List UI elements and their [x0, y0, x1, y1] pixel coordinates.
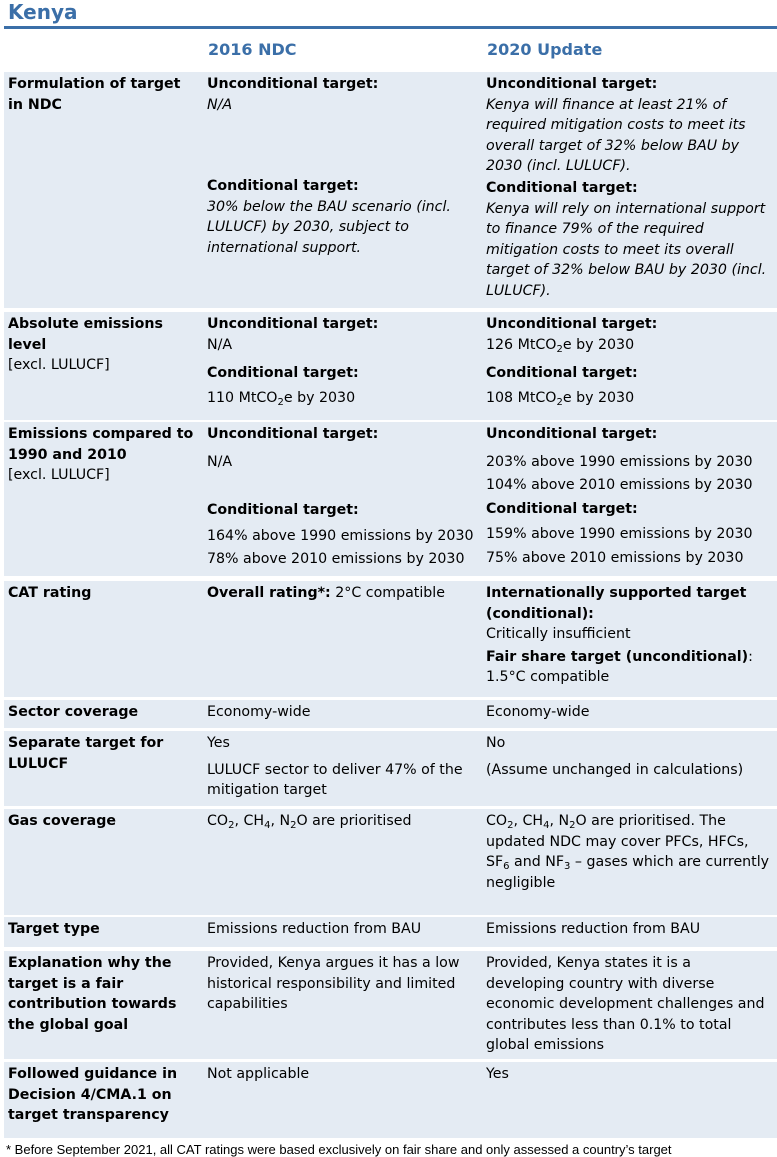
- cell-fair-2016: Provided, Kenya argues it has a low historical responsibility and limited capabilities: [207, 955, 460, 1013]
- gas-part: O are prioritised. The updated NDC may cover PFCs, HFCs, SF: [486, 813, 749, 871]
- row-sector-coverage: [4, 700, 777, 728]
- subscript: 2: [556, 396, 563, 408]
- value-suffix: e by 2030: [562, 336, 635, 353]
- row-lulucf: [4, 731, 777, 806]
- rating-colon: :: [748, 648, 753, 665]
- cell-sector-2016: Economy-wide: [207, 704, 311, 720]
- row-label-lulucf: Separate target for LULUCF: [8, 735, 164, 772]
- conditional-2010: 75% above 2010 emissions by 2030: [486, 549, 744, 566]
- subscript: 2: [228, 820, 235, 831]
- rating-value-unconditional: 1.5°C compatible: [486, 669, 610, 686]
- unconditional-label: Unconditional target:: [486, 426, 658, 442]
- subscript: 4: [264, 820, 271, 831]
- conditional-value: [207, 388, 476, 409]
- unconditional-value: N/A: [207, 453, 233, 470]
- conditional-label: Conditional target:: [486, 500, 638, 517]
- gas-part: , N: [270, 813, 291, 829]
- label-note: [excl. LULUCF]: [8, 467, 110, 484]
- cell-absolute-2020: [482, 312, 777, 420]
- conditional-label: Conditional target:: [207, 502, 359, 519]
- cell-formulation-2020: [482, 72, 777, 308]
- rating-label-unconditional: Fair share target (unconditional): [486, 648, 749, 665]
- row-label-gas: Gas coverage: [8, 813, 116, 829]
- column-header-2016: 2016 NDC: [208, 40, 297, 59]
- subscript: 2: [556, 343, 563, 355]
- subscript: 3: [564, 861, 571, 873]
- cell-guidance-2016: Not applicable: [207, 1066, 310, 1082]
- cell-type-2020: Emissions reduction from BAU: [482, 917, 777, 947]
- unconditional-label: Unconditional target:: [486, 316, 658, 332]
- subscript: 2: [507, 820, 514, 831]
- cell-compared-2020: [482, 422, 777, 576]
- gas-text: [486, 811, 773, 893]
- lulucf-answer: Yes: [207, 735, 230, 751]
- cell-guidance-2020: Yes: [482, 1062, 777, 1138]
- subscript: 6: [503, 861, 510, 873]
- cell-gas-2016: [203, 809, 480, 915]
- conditional-label: Conditional target:: [207, 178, 359, 195]
- conditional-1990: 159% above 1990 emissions by 2030: [486, 526, 753, 543]
- gas-part: , CH: [234, 813, 265, 829]
- cell-type-2016: Emissions reduction from BAU: [207, 921, 422, 937]
- lulucf-detail: (Assume unchanged in calculations): [486, 761, 744, 778]
- row-absolute-emissions: [4, 312, 777, 420]
- conditional-value: [486, 388, 773, 409]
- gas-part: , N: [549, 813, 570, 829]
- title-rule: [4, 26, 777, 29]
- row-label-sector: Sector coverage: [8, 704, 139, 720]
- row-emissions-compared: [4, 422, 777, 576]
- rating-value-conditional: Critically insufficient: [486, 626, 631, 643]
- cell-gas-2020: [482, 809, 777, 915]
- row-guidance: [4, 1062, 777, 1138]
- rating-label: Overall rating*:: [207, 585, 331, 601]
- row-cat-rating: [4, 581, 777, 697]
- unconditional-label: Unconditional target:: [207, 316, 379, 332]
- value-suffix: e by 2030: [562, 389, 635, 406]
- conditional-label: Conditional target:: [486, 365, 638, 382]
- conditional-value: Kenya will rely on international support to finance 79% of the required mitigation costs to meet its overall target of 32% below BAU by 2030 (incl. LULUCF).: [486, 200, 767, 299]
- lulucf-answer: No: [486, 735, 506, 751]
- footnote: * Before September 2021, all CAT ratings were based exclusively on fair share and only assessed a country’s target: [6, 1142, 672, 1157]
- unconditional-value: [486, 335, 773, 356]
- unconditional-label: Unconditional target:: [207, 426, 379, 442]
- cell-lulucf-2016: [203, 731, 480, 806]
- subscript: 2: [290, 820, 297, 831]
- cell-fair-2020: Provided, Kenya states it is a developing country with diverse economic development challenges and contributes less than 0.1% to total global emissions: [482, 951, 777, 1059]
- label-note: [excl. LULUCF]: [8, 357, 110, 374]
- cell-formulation-2016: [203, 72, 480, 308]
- conditional-1990: 164% above 1990 emissions by 2030: [207, 527, 474, 544]
- unconditional-2010: 104% above 2010 emissions by 2030: [486, 477, 753, 494]
- value-suffix: e by 2030: [283, 389, 356, 406]
- subscript: 2: [569, 820, 576, 831]
- gas-part: CO: [207, 813, 229, 829]
- cell-lulucf-2020: [482, 731, 777, 806]
- row-label-rating: CAT rating: [8, 585, 92, 601]
- label-text: Emissions compared to 1990 and 2010: [8, 426, 194, 463]
- row-label-absolute: [4, 312, 201, 420]
- row-label-formulation: Formulation of target in NDC: [8, 76, 181, 113]
- rating-label-conditional: Internationally supported target (conditional):: [486, 585, 747, 622]
- row-formulation: [4, 72, 777, 308]
- subscript: 4: [543, 820, 550, 831]
- lulucf-detail: LULUCF sector to deliver 47% of the mitigation target: [207, 761, 463, 799]
- unconditional-value: N/A: [207, 96, 233, 113]
- cell-absolute-2016: [203, 312, 480, 420]
- conditional-label: Conditional target:: [207, 365, 359, 382]
- row-label-fair: Explanation why the target is a fair contribution towards the global goal: [8, 955, 177, 1033]
- unconditional-1990: 203% above 1990 emissions by 2030: [486, 453, 753, 470]
- row-label-compared: [4, 422, 201, 576]
- label-text: Absolute emissions level: [8, 316, 163, 353]
- cell-rating-2020: [482, 581, 777, 697]
- row-target-type: [4, 917, 777, 947]
- column-header-2020: 2020 Update: [487, 40, 603, 59]
- unconditional-value: Kenya will finance at least 21% of required mitigation costs to meet its overall target of 32% below BAU by 2030 (incl. LULUCF).: [486, 96, 746, 175]
- gas-part: , CH: [513, 813, 544, 829]
- value-text: 126 MtCO: [486, 336, 557, 353]
- rating-line: [207, 583, 476, 604]
- row-gas-coverage: [4, 809, 777, 915]
- gas-part: O are prioritised: [296, 813, 412, 829]
- gas-text: [207, 811, 476, 832]
- cell-compared-2016: [203, 422, 480, 576]
- unconditional-label: Unconditional target:: [486, 76, 658, 92]
- conditional-label: Conditional target:: [486, 179, 638, 196]
- subscript: 2: [277, 396, 284, 408]
- row-fair-contribution: [4, 951, 777, 1059]
- gas-part: CO: [486, 813, 508, 829]
- cell-sector-2020: Economy-wide: [482, 700, 777, 728]
- page-title: Kenya: [8, 0, 78, 24]
- rating-line-unconditional: [486, 647, 773, 668]
- rating-value: 2°C compatible: [330, 585, 445, 601]
- unconditional-label: Unconditional target:: [207, 76, 379, 92]
- value-text: 108 MtCO: [486, 389, 557, 406]
- row-label-type: Target type: [8, 921, 100, 937]
- cell-rating-2016: [203, 581, 480, 697]
- conditional-2010: 78% above 2010 emissions by 2030: [207, 551, 465, 568]
- gas-part: – gases which are currently negligible: [486, 854, 770, 891]
- value-text: 110 MtCO: [207, 389, 278, 406]
- gas-part: and NF: [509, 854, 565, 871]
- conditional-value: 30% below the BAU scenario (incl. LULUCF) by 2030, subject to international support.: [207, 198, 451, 256]
- row-label-guidance: Followed guidance in Decision 4/CMA.1 on target transparency: [8, 1066, 178, 1124]
- unconditional-value: N/A: [207, 336, 233, 353]
